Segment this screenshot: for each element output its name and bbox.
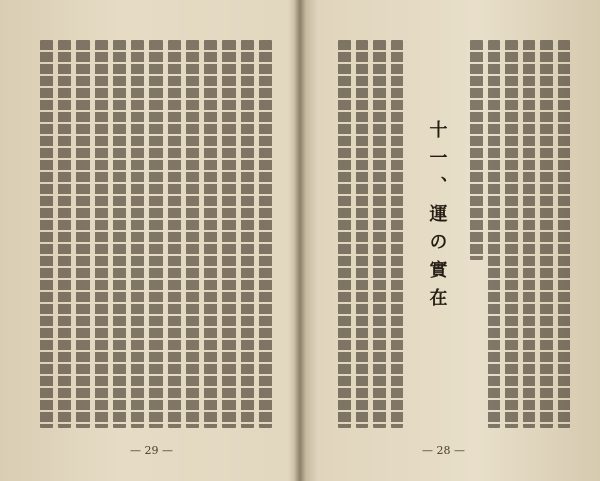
blank-line	[453, 40, 466, 428]
blank-line	[408, 40, 421, 428]
text-line	[58, 40, 71, 428]
text-line	[259, 40, 272, 428]
section-heading: 十一、運の實在	[426, 120, 448, 316]
text-line	[76, 40, 89, 428]
text-line	[356, 40, 369, 428]
text-line	[391, 40, 404, 428]
text-line	[222, 40, 235, 428]
text-line	[168, 40, 181, 428]
text-line	[149, 40, 162, 428]
text-line	[488, 40, 501, 428]
text-line	[338, 40, 351, 428]
text-line	[95, 40, 108, 428]
text-line	[470, 40, 483, 260]
left-page-text	[40, 40, 272, 428]
text-line	[204, 40, 217, 428]
text-line	[540, 40, 553, 428]
text-line	[241, 40, 254, 428]
text-line	[113, 40, 126, 428]
right-page-text	[338, 40, 570, 428]
text-line	[373, 40, 386, 428]
text-line	[558, 40, 571, 428]
text-line	[523, 40, 536, 428]
text-line	[131, 40, 144, 428]
text-line	[186, 40, 199, 428]
text-line	[40, 40, 53, 428]
right-page	[302, 0, 600, 481]
page-number: — 28 —	[422, 444, 465, 457]
text-line	[505, 40, 518, 428]
page-number: — 29 —	[130, 444, 173, 457]
left-page	[0, 0, 298, 481]
